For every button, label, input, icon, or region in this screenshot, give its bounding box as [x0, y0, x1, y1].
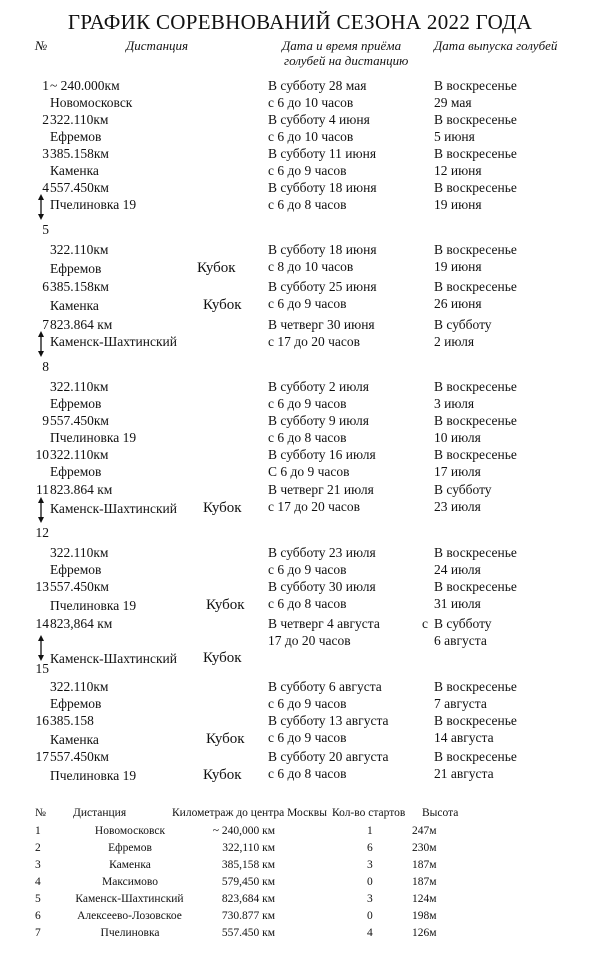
schedule-row: [0, 712, 600, 746]
schedule-row: [0, 145, 600, 179]
row-place: Каменск-Шахтинский: [50, 501, 177, 516]
row-accept-time: с 6 до 10 часов: [268, 129, 354, 144]
row-accept-prefix: с: [422, 616, 428, 631]
row-place: Каменск-Шахтинский: [50, 651, 177, 666]
row-place: Ефремов: [50, 261, 102, 276]
row-place: Пчелиновка 19: [50, 598, 137, 613]
cup-label: Кубок: [203, 767, 242, 783]
row-number: 6: [42, 279, 49, 294]
row-accept-time: с 17 до 20 часов: [268, 499, 361, 514]
summary-num: 4: [35, 876, 41, 888]
row-accept-day: В субботу 30 июля: [268, 579, 376, 594]
row-accept-day: В субботу 28 мая: [268, 78, 367, 93]
row-release-day: В воскресенье: [434, 180, 517, 195]
double-arrow-icon: [36, 331, 46, 357]
summary-row: [0, 823, 600, 840]
row-accept-time: с 6 до 9 часов: [268, 730, 347, 745]
summary-num: 7: [35, 927, 41, 939]
row-distance: 322.110км: [50, 679, 109, 694]
schedule-row: [0, 412, 600, 446]
summary-starts: 0: [367, 910, 373, 922]
row-distance: 322.110км: [50, 379, 109, 394]
summary-header-height: Высота: [422, 807, 459, 819]
summary-header-num: №: [35, 807, 46, 819]
cup-label: Кубок: [203, 650, 242, 666]
summary-name: Каменка: [109, 859, 151, 871]
cup-label: Кубок: [206, 597, 245, 613]
row-place: Ефремов: [50, 696, 102, 711]
row-release-day: В воскресенье: [434, 379, 517, 394]
row-place: Каменск-Шахтинский: [50, 334, 177, 349]
summary-num: 6: [35, 910, 41, 922]
row-accept-time: С 6 до 9 часов: [268, 464, 350, 479]
schedule-row: [0, 678, 600, 712]
summary-starts: 0: [367, 876, 373, 888]
schedule-row: [0, 77, 600, 111]
cup-label: Кубок: [206, 731, 245, 747]
schedule-row: [0, 544, 600, 578]
summary-starts: 4: [367, 927, 373, 939]
row-release-date: 5 июня: [434, 129, 475, 144]
header-accept: [282, 38, 408, 68]
schedule-row: [0, 241, 600, 275]
summary-row: [0, 857, 600, 874]
row-accept-time: с 6 до 9 часов: [268, 296, 347, 311]
cup-label: Кубок: [197, 260, 236, 276]
schedule-row: [0, 446, 600, 480]
header-release: Дата выпуска голубей: [434, 38, 558, 53]
row-accept-day: В четверг 21 июля: [268, 482, 374, 497]
header-accept-line2: голубей на дистанцию: [284, 53, 409, 68]
summary-name: Алексеево-Лозовское: [77, 910, 182, 922]
row-number: 14: [35, 616, 49, 631]
double-arrow-icon: [36, 635, 46, 661]
row-release-date: 31 июля: [434, 596, 481, 611]
summary-km: 322,110 км: [222, 842, 275, 854]
summary-name: Ефремов: [108, 842, 152, 854]
row-accept-day: В субботу 16 июля: [268, 447, 376, 462]
row-accept-time: с 6 до 8 часов: [268, 766, 347, 781]
row-distance: 322.110км: [50, 447, 109, 462]
row-accept-time: с 6 до 8 часов: [268, 596, 347, 611]
row-number: 8: [42, 359, 49, 374]
schedule-row: [0, 316, 600, 350]
row-accept-time: с 6 до 9 часов: [268, 163, 347, 178]
row-accept-day: В субботу 25 июня: [268, 279, 377, 294]
row-number: 16: [35, 713, 49, 728]
summary-height: 126м: [412, 927, 437, 939]
row-distance: 385.158: [50, 713, 94, 728]
summary-name: Каменск-Шахтинский: [75, 893, 184, 905]
row-distance: 823.864 км: [50, 317, 113, 332]
row-place: Пчелиновка 19: [50, 768, 137, 783]
summary-km: 730.877 км: [221, 910, 275, 922]
row-distance: 385.158км: [50, 279, 109, 294]
row-distance: 557.450км: [50, 413, 109, 428]
row-place: Ефремов: [50, 129, 102, 144]
row-accept-time: с 17 до 20 часов: [268, 334, 361, 349]
row-release-day: В субботу: [434, 317, 492, 332]
row-release-date: 14 августа: [434, 730, 494, 745]
row-release-date: 29 мая: [434, 95, 472, 110]
summary-header-starts: Кол-во стартов: [332, 807, 406, 819]
row-release-day: В воскресенье: [434, 679, 517, 694]
schedule-row: [0, 278, 600, 312]
schedule-row: [0, 748, 600, 782]
summary-name: Максимово: [101, 876, 159, 888]
summary-height: 187м: [412, 859, 437, 871]
row-accept-day: В субботу 4 июня: [268, 112, 370, 127]
row-number: 12: [35, 525, 49, 540]
schedule-row: [0, 578, 600, 612]
row-release-day: В воскресенье: [434, 413, 517, 428]
summary-height: 124м: [412, 893, 437, 905]
row-release-day: В воскресенье: [434, 447, 517, 462]
summary-row: [0, 891, 600, 908]
cup-label: Кубок: [203, 297, 242, 313]
schedule-row: [0, 481, 600, 515]
summary-header-km: Километраж до центра Москвы: [172, 807, 327, 819]
row-number: 4: [42, 180, 49, 195]
row-release-date: 6 августа: [434, 633, 487, 648]
row-accept-day: В субботу 20 августа: [268, 749, 389, 764]
row-number: 10: [35, 447, 49, 462]
row-number: 3: [42, 146, 49, 161]
row-place: Ефремов: [50, 464, 102, 479]
row-distance: 385.158км: [50, 146, 109, 161]
double-arrow-icon: [36, 194, 46, 220]
row-distance: 557.450км: [50, 579, 109, 594]
summary-num: 1: [35, 825, 41, 837]
summary-header-distance: Дистанция: [73, 807, 127, 819]
row-number: 2: [42, 112, 49, 127]
row-distance: 823,864 км: [50, 616, 113, 631]
row-distance: 322.110км: [50, 545, 109, 560]
summary-km: ~ 240,000 км: [212, 825, 275, 837]
row-distance: 557.450км: [50, 749, 109, 764]
row-release-date: 2 июля: [434, 334, 475, 349]
row-release-date: 17 июля: [434, 464, 481, 479]
row-accept-time: с 6 до 8 часов: [268, 197, 347, 212]
row-accept-time: с 6 до 9 часов: [268, 696, 347, 711]
summary-km: 823,684 км: [221, 893, 275, 905]
row-release-date: 12 июня: [434, 163, 482, 178]
summary-km: 385,158 км: [221, 859, 275, 871]
summary-name: Пчелиновка: [100, 927, 160, 939]
row-distance: 557.450км: [50, 180, 109, 195]
row-number: 5: [42, 222, 49, 237]
summary-height: 198м: [412, 910, 437, 922]
row-release-day: В воскресенье: [434, 112, 517, 127]
row-place: Ефремов: [50, 562, 102, 577]
row-number: 15: [35, 661, 49, 676]
schedule-row: [0, 615, 600, 675]
row-accept-day: В субботу 9 июля: [268, 413, 369, 428]
row-place: Каменка: [50, 298, 99, 313]
row-number: 7: [42, 317, 49, 332]
row-release-day: В воскресенье: [434, 146, 517, 161]
row-release-day: В воскресенье: [434, 78, 517, 93]
summary-starts: 1: [367, 825, 373, 837]
row-accept-day: В субботу 23 июля: [268, 545, 376, 560]
row-release-date: 26 июня: [434, 296, 482, 311]
row-accept-time: с 6 до 9 часов: [268, 562, 347, 577]
row-accept-time: с 8 до 10 часов: [268, 259, 354, 274]
row-release-date: 10 июля: [434, 430, 481, 445]
row-accept-day: В субботу 13 августа: [268, 713, 389, 728]
row-release-day: В воскресенье: [434, 279, 517, 294]
row-distance: 823.864 км: [50, 482, 113, 497]
row-release-day: В воскресенье: [434, 545, 517, 560]
row-distance: 322.110км: [50, 112, 109, 127]
row-place: Каменка: [50, 732, 99, 747]
summary-starts: 3: [367, 859, 373, 871]
row-release-date: 24 июля: [434, 562, 481, 577]
header-distance: Дистанция: [126, 38, 189, 53]
schedule-row: [0, 378, 600, 412]
summary-starts: 3: [367, 893, 373, 905]
row-release-day: В воскресенье: [434, 749, 517, 764]
row-accept-day: В субботу 18 июня: [268, 180, 377, 195]
row-release-day: В воскресенье: [434, 579, 517, 594]
row-number: 9: [42, 413, 49, 428]
row-place: Новомосковск: [50, 95, 133, 110]
summary-name: Новомосковск: [94, 825, 166, 837]
schedule-row: [0, 111, 600, 145]
summary-num: 3: [35, 859, 41, 871]
row-release-day: В субботу: [434, 616, 492, 631]
summary-row: [0, 874, 600, 891]
summary-row: [0, 840, 600, 857]
row-release-date: 7 августа: [434, 696, 487, 711]
double-arrow-icon: [36, 497, 46, 523]
row-accept-time: с 6 до 8 часов: [268, 430, 347, 445]
row-release-date: 19 июня: [434, 197, 482, 212]
summary-row: [0, 908, 600, 925]
row-number: 17: [35, 749, 49, 764]
row-accept-day: В субботу 18 июня: [268, 242, 377, 257]
header-num: №: [35, 38, 48, 53]
summary-height: 247м: [412, 825, 437, 837]
page-title: ГРАФИК СОРЕВНОВАНИЙ СЕЗОНА 2022 ГОДА: [67, 10, 533, 34]
row-release-date: 19 июня: [434, 259, 482, 274]
row-number: 11: [36, 482, 49, 497]
summary-height: 187м: [412, 876, 437, 888]
row-accept-time: с 6 до 9 часов: [268, 396, 347, 411]
row-place: Пчелиновка 19: [50, 430, 137, 445]
summary-height: 230м: [412, 842, 437, 854]
row-accept-day: В четверг 30 июня: [268, 317, 375, 332]
row-number: 1: [42, 78, 49, 93]
row-accept-time: 17 до 20 часов: [268, 633, 351, 648]
row-place: Ефремов: [50, 396, 102, 411]
header-accept-line1: Дата и время приёма: [282, 38, 402, 53]
row-release-day: В воскресенье: [434, 713, 517, 728]
row-accept-day: В субботу 2 июля: [268, 379, 369, 394]
row-release-date: 21 августа: [434, 766, 494, 781]
summary-num: 2: [35, 842, 41, 854]
summary-starts: 6: [367, 842, 373, 854]
row-distance: 322.110км: [50, 242, 109, 257]
schedule-row: [0, 179, 600, 213]
row-number: 13: [35, 579, 49, 594]
row-accept-day: В четверг 4 августа: [268, 616, 380, 631]
row-accept-day: В субботу 6 августа: [268, 679, 382, 694]
row-accept-day: В субботу 11 июня: [268, 146, 377, 161]
summary-km: 579,450 км: [221, 876, 275, 888]
cup-label: Кубок: [203, 500, 242, 516]
summary-num: 5: [35, 893, 41, 905]
row-place: Пчелиновка 19: [50, 197, 137, 212]
row-accept-time: с 6 до 10 часов: [268, 95, 354, 110]
summary-km: 557.450 км: [221, 927, 275, 939]
row-release-date: 3 июля: [434, 396, 475, 411]
row-place: Каменка: [50, 163, 99, 178]
row-distance: ~ 240.000км: [50, 78, 120, 93]
row-release-date: 23 июля: [434, 499, 481, 514]
summary-row: [0, 925, 600, 942]
row-release-day: В воскресенье: [434, 242, 517, 257]
row-release-day: В субботу: [434, 482, 492, 497]
